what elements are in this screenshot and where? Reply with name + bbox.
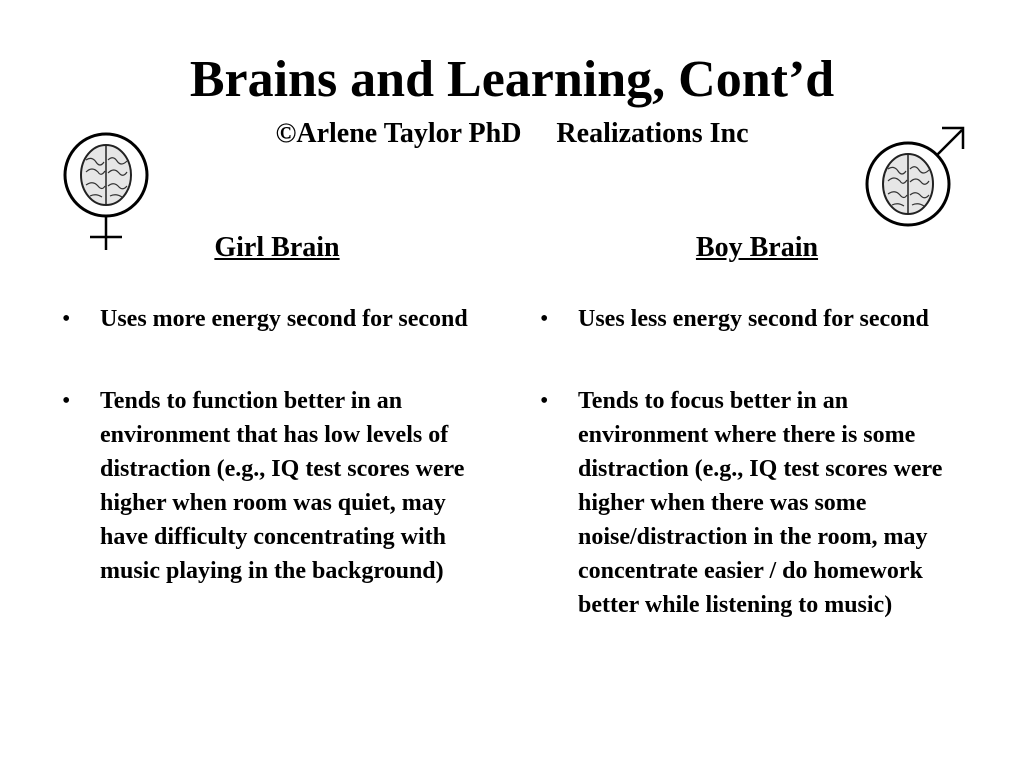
slide-subtitle: ©Arlene Taylor PhD Realizations Inc bbox=[275, 118, 749, 149]
bullet-icon: • bbox=[62, 388, 71, 414]
bullet-icon: • bbox=[540, 306, 549, 332]
list-item-text: Tends to function better in an environment that has low levels of distraction (e.g., IQ test scores were higher when room was quiet, may have difficulty concentrating with music playing in the background) bbox=[100, 388, 465, 584]
list-item bbox=[62, 384, 492, 588]
mars-brain-icon bbox=[862, 122, 970, 230]
girl-brain-list bbox=[62, 302, 492, 636]
brain-icon bbox=[81, 145, 131, 205]
girl-brain-heading: Girl Brain bbox=[214, 232, 340, 263]
slide-title: Brains and Learning, Cont’d bbox=[189, 51, 835, 108]
list-item-text: Uses more energy second for second bbox=[100, 306, 468, 332]
venus-brain-icon bbox=[58, 130, 158, 252]
bullet-icon: • bbox=[62, 306, 71, 332]
boy-brain-heading: Boy Brain bbox=[695, 232, 819, 263]
bullet-icon: • bbox=[540, 388, 549, 414]
list-item bbox=[62, 302, 492, 336]
list-item bbox=[540, 384, 964, 622]
boy-brain-list bbox=[540, 302, 964, 670]
list-item bbox=[540, 302, 964, 336]
brain-icon bbox=[883, 154, 933, 214]
list-item-text: Uses less energy second for second bbox=[578, 306, 929, 332]
list-item-text: Tends to focus better in an environment where there is some distraction (e.g., IQ test scores were higher when there was some noise/distraction in the room, may concentrate easier / do homework better while listening to music) bbox=[578, 388, 943, 618]
